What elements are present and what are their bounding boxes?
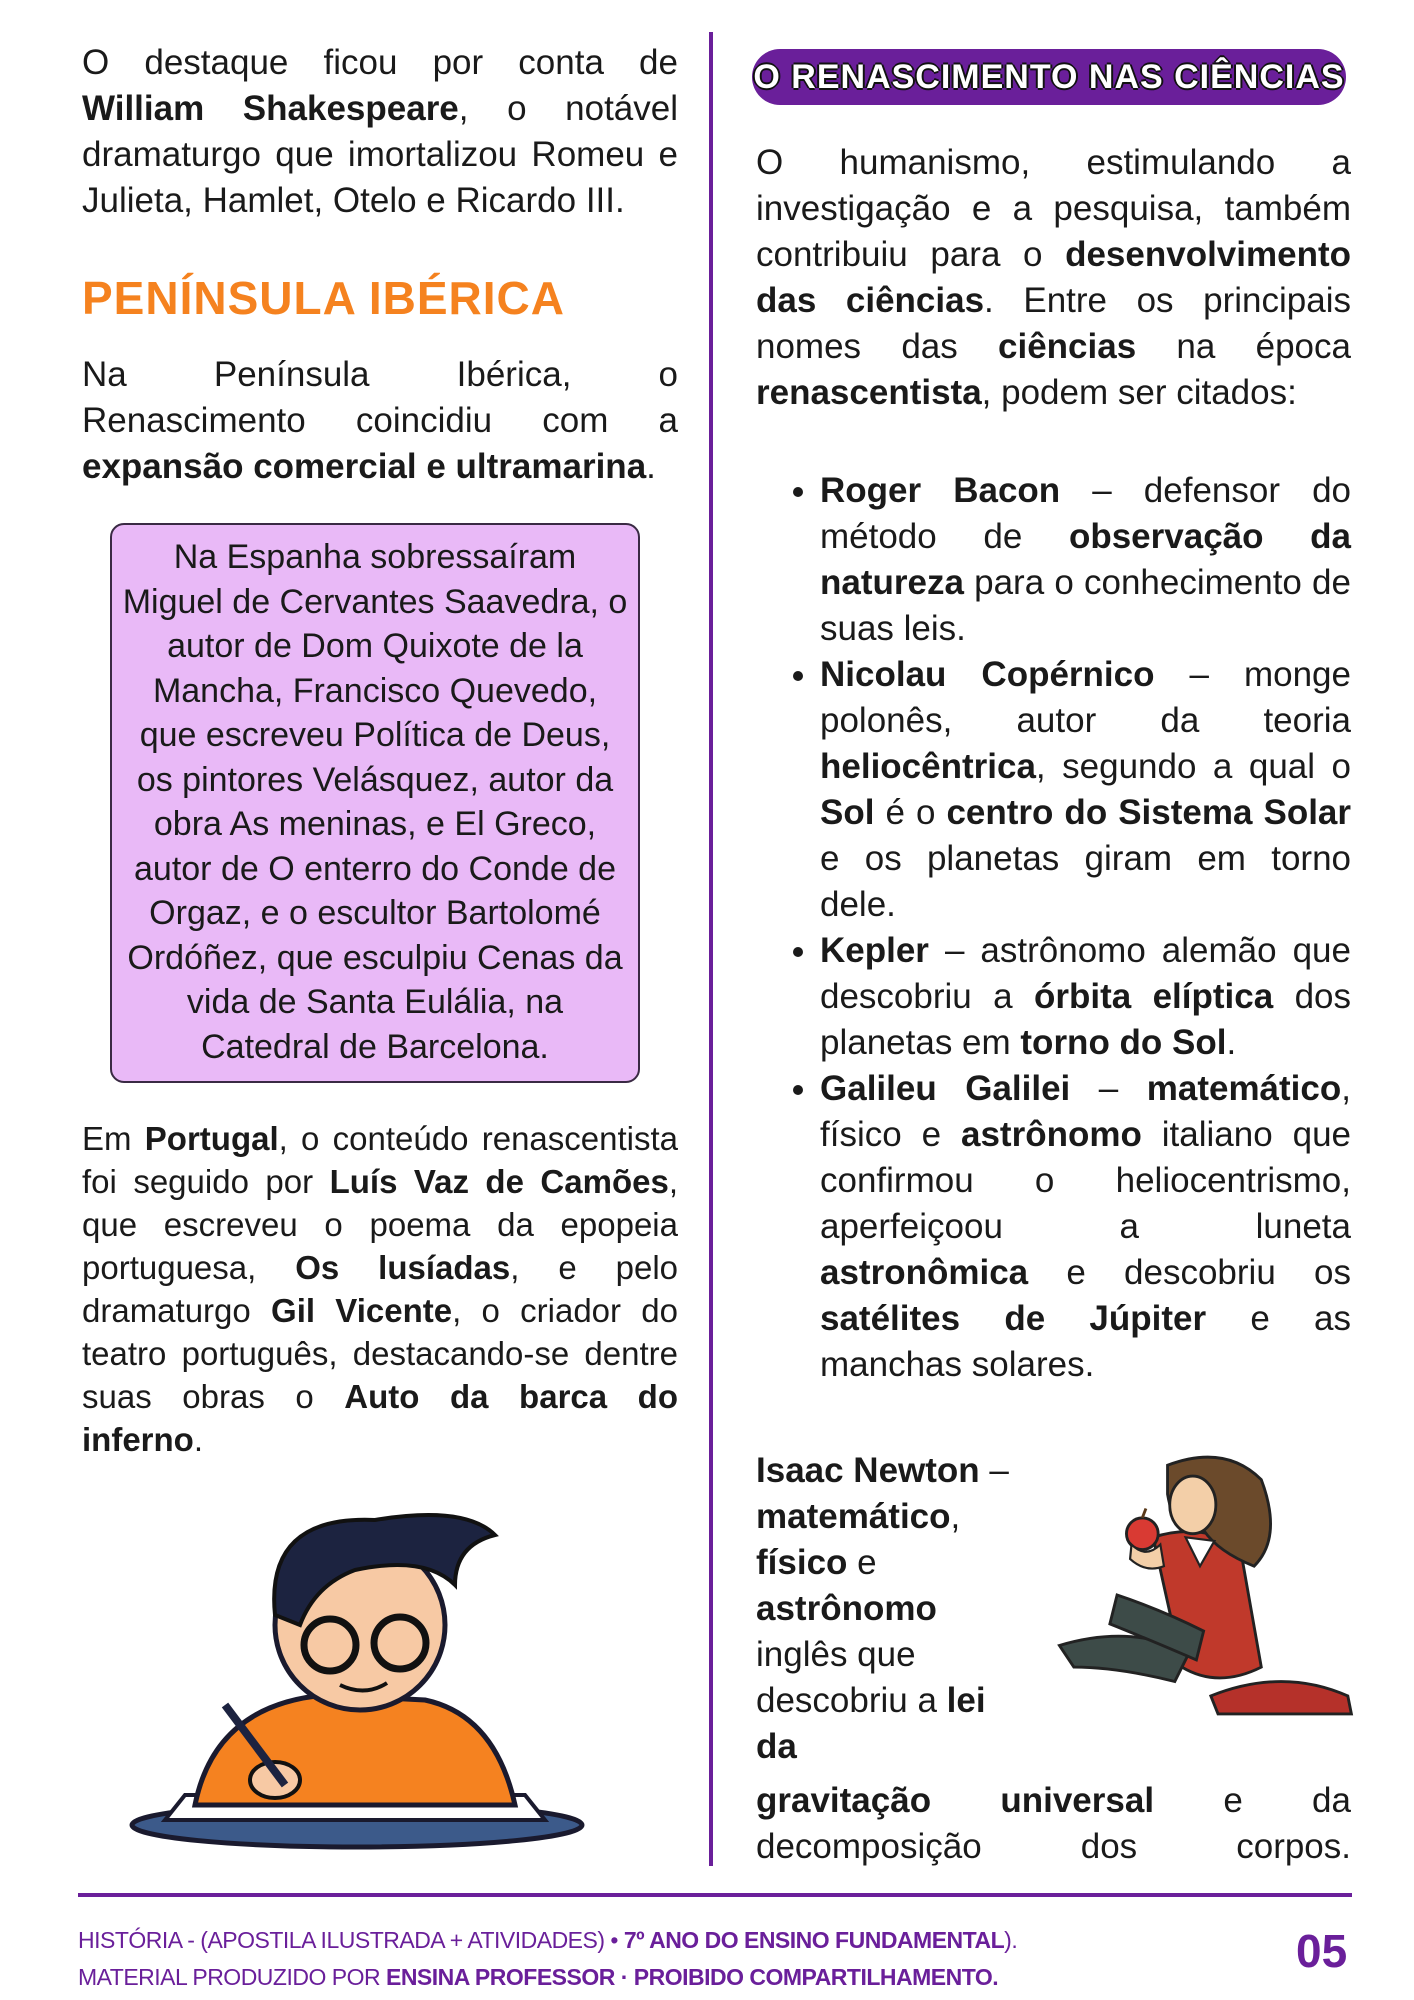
emphasis-text: expansão comercial e ultramarina xyxy=(82,447,647,486)
body-text: e xyxy=(847,1543,877,1582)
body-text: , físico e xyxy=(820,1069,1351,1154)
body-text: . xyxy=(646,447,656,486)
emphasis-text: Gil Vicente xyxy=(271,1292,453,1329)
body-text: – xyxy=(979,1451,1009,1490)
body-text: e descobriu os xyxy=(1028,1253,1351,1292)
emphasis-text: lei da xyxy=(756,1681,986,1766)
footer-producer-label: MATERIAL PRODUZIDO POR xyxy=(78,1964,386,1990)
body-text: dos planetas em xyxy=(820,977,1352,1062)
footer-grade: 7º ANO DO ENSINO FUNDAMENTAL xyxy=(623,1927,1005,1953)
emphasis-text: observação da natureza xyxy=(820,517,1351,602)
section-heading-ciencias: O RENASCIMENTO NAS CIÊNCIAS xyxy=(752,49,1346,105)
footer-subject: HISTÓRIA - (APOSTILA ILUSTRADA + ATIVIDADES) • xyxy=(78,1927,624,1953)
newton-paragraph-narrow xyxy=(756,1448,1036,1770)
body-text: , podem ser citados: xyxy=(981,373,1297,412)
body-text: , o conteúdo renascentista foi seguido por xyxy=(82,1120,679,1200)
footer-producer: ENSINA PROFESSOR · PROIBIDO COMPARTILHAMENTO. xyxy=(385,1964,999,1990)
isaac-newton-illustration xyxy=(1045,1400,1355,1772)
newton-paragraph-wide xyxy=(756,1778,1351,1870)
emphasis-text: Os lusíadas xyxy=(295,1249,511,1286)
emphasis-text: Luís Vaz de Camões xyxy=(329,1163,669,1200)
body-text: O destaque ficou por conta de xyxy=(82,43,678,82)
body-text: . xyxy=(193,1421,203,1458)
emphasis-text: físico xyxy=(756,1543,848,1582)
body-text: – defensor do método de xyxy=(820,471,1352,556)
emphasis-text: renascentista xyxy=(756,373,982,412)
emphasis-text: matemático xyxy=(756,1497,951,1536)
body-text: , o notável dramaturgo que imortalizou Romeu e Julieta, Hamlet, Otelo e Ricardo III. xyxy=(82,89,678,220)
scientist-list-item xyxy=(820,652,1351,928)
emphasis-text: astrônomo xyxy=(756,1589,937,1628)
body-text: O humanismo, estimulando a investigação e a pesquisa, também contribuiu para o xyxy=(756,143,1351,274)
emphasis-text: Roger Bacon xyxy=(820,471,1061,510)
body-text: e da decomposição dos corpos. xyxy=(756,1781,1351,1866)
ciencias-intro-paragraph xyxy=(756,140,1351,416)
body-text: e as manchas solares. xyxy=(820,1299,1351,1384)
body-text: para o conhecimento de suas leis. xyxy=(820,563,1351,648)
body-text: italiano que confirmou o heliocentrismo, aperfeiçoou a luneta xyxy=(820,1115,1351,1246)
emphasis-text: matemático xyxy=(1146,1069,1342,1108)
body-text: – xyxy=(1070,1069,1147,1108)
scientist-list-item xyxy=(820,928,1351,1066)
body-text: – monge polonês, autor da teoria xyxy=(820,655,1351,740)
emphasis-text: ciências xyxy=(998,327,1137,366)
footer-divider xyxy=(78,1893,1352,1897)
spain-callout-box xyxy=(110,523,640,1083)
body-text: , e pelo dramaturgo xyxy=(82,1249,679,1329)
emphasis-text: gravitação universal xyxy=(756,1781,1155,1820)
footer-punct: ). xyxy=(1004,1927,1018,1953)
emphasis-text: Portugal xyxy=(144,1120,279,1157)
body-text: – astrônomo alemão que descobriu a xyxy=(820,931,1351,1016)
portugal-paragraph xyxy=(82,1117,678,1461)
shakespeare-paragraph xyxy=(82,40,678,224)
column-divider xyxy=(709,32,713,1866)
iberica-paragraph xyxy=(82,352,678,490)
scientists-list xyxy=(756,468,1351,1388)
emphasis-text: astrônomo xyxy=(961,1115,1142,1154)
emphasis-text: heliocêntrica xyxy=(820,747,1036,786)
body-text: na época xyxy=(1136,327,1351,366)
emphasis-text: Kepler xyxy=(820,931,929,970)
page-number: 05 xyxy=(1296,1925,1348,1977)
body-text: e os planetas giram em torno dele. xyxy=(820,839,1351,924)
emphasis-text: Galileu Galilei xyxy=(820,1069,1071,1108)
body-text: . xyxy=(1226,1023,1237,1062)
emphasis-text: torno do Sol xyxy=(1020,1023,1227,1062)
emphasis-text: Auto da barca do inferno xyxy=(82,1378,678,1458)
emphasis-text: centro do Sistema Solar xyxy=(946,793,1352,832)
body-text: , que escreveu o poema da epopeia portuguesa, xyxy=(82,1163,678,1286)
emphasis-text: Isaac Newton xyxy=(756,1451,980,1490)
section-heading-iberica: PENÍNSULA IBÉRICA xyxy=(82,272,565,324)
body-text: inglês que descobriu a xyxy=(756,1635,947,1720)
emphasis-text: Nicolau Copérnico xyxy=(820,655,1155,694)
body-text: Na Península Ibérica, o Renascimento coincidiu com a xyxy=(82,355,678,440)
body-text: , xyxy=(950,1497,961,1536)
body-text: , segundo a qual o xyxy=(1035,747,1351,786)
spain-callout-text: Na Espanha sobressaíram Miguel de Cervantes Saavedra, o autor de Dom Quixote de la Mancha, Francisco Quevedo, que escreveu Política de Deus, os pintores Velásquez, autor da obra As meninas, e El Greco, autor de O enterro do Conde de Orgaz, e o escultor Bartolomé Ordóñez, que esculpiu Cenas da vida de Santa Eulália, na Catedral de Barcelona. xyxy=(122,538,628,1066)
body-text: é o xyxy=(874,793,947,832)
emphasis-text: astronômica xyxy=(820,1253,1029,1292)
emphasis-text: satélites de Júpiter xyxy=(820,1299,1207,1338)
body-text: Em xyxy=(82,1120,145,1157)
body-text: . Entre os principais nomes das xyxy=(756,281,1351,366)
emphasis-text: órbita elíptica xyxy=(1033,977,1274,1016)
footer-credits xyxy=(78,1922,1017,1996)
scientist-list-item xyxy=(820,1066,1351,1388)
emphasis-text: Sol xyxy=(820,793,875,832)
emphasis-text: desenvolvimento das ciências xyxy=(756,235,1351,320)
scientist-list-item xyxy=(820,468,1351,652)
body-text: , o criador do teatro português, destacando-se dentre suas obras o xyxy=(82,1292,678,1415)
boy-writing-illustration xyxy=(125,1475,590,1855)
emphasis-text: William Shakespeare xyxy=(82,89,459,128)
